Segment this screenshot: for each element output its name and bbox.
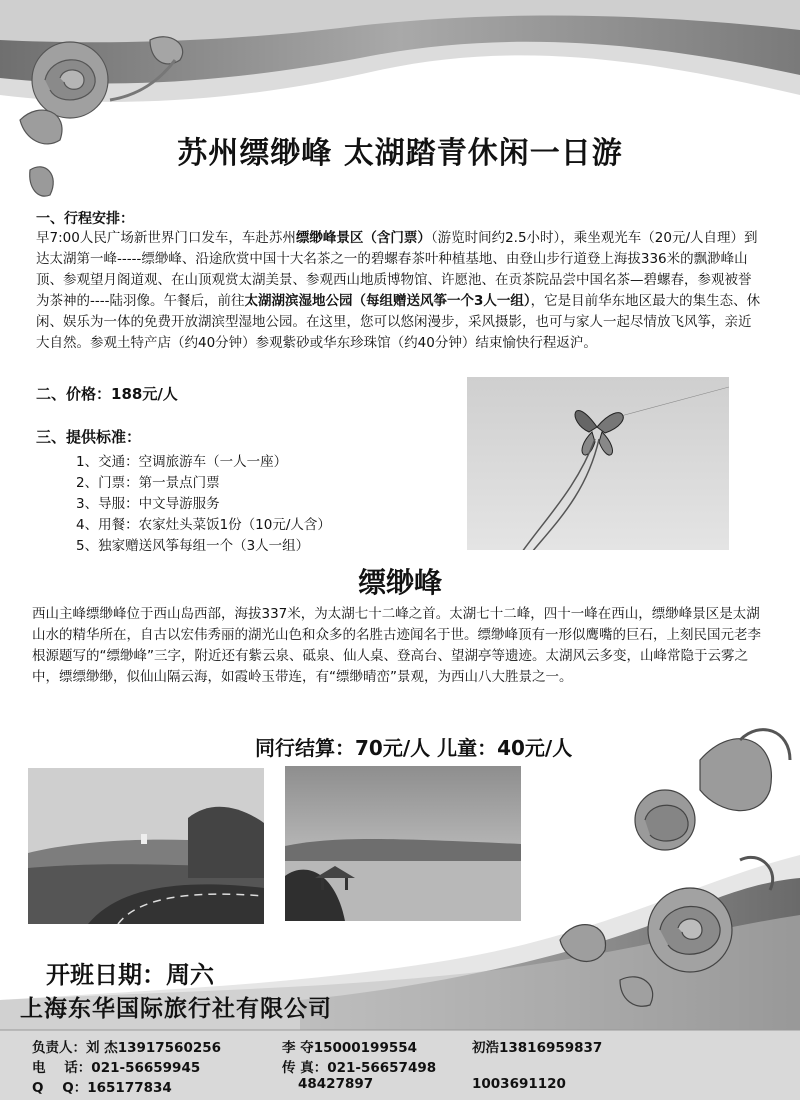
standards-heading: 三、提供标准： xyxy=(36,428,142,446)
settlement-price: 同行结算：70元/人 儿童：40元/人 xyxy=(255,736,573,760)
lake-photo xyxy=(285,766,521,921)
itinerary-part-3: ，它是目前华东地区最大的集生态、休闲、娱乐为一体的免费开放湖滨型湿地公园。在这里，您可以悠闲漫步，采风摄影，也可与家人一起尽情放飞风筝，亲近大自然。参观土特产店（约40分钟）参观紫砂或华东珍珠馆（约40分钟）结束愉快行程返沪。 xyxy=(36,293,761,351)
contact-cell: 电 话：021-56659945 xyxy=(32,1060,201,1076)
contact-cell: 初浩13816959837 xyxy=(472,1040,603,1056)
kite-photo xyxy=(467,377,729,550)
contact-cell: 传 真：021-56657498 xyxy=(282,1060,437,1076)
contact-cell: 负责人：刘 杰13917560256 xyxy=(32,1040,222,1056)
contact-cell: 48427897 xyxy=(298,1076,374,1092)
standard-item: 1、交通：空调旅游车（一人一座） xyxy=(76,454,288,470)
standards-list xyxy=(76,452,456,557)
standard-item: 2、门票：第一景点门票 xyxy=(76,475,220,491)
price-line xyxy=(36,383,178,404)
peak-heading: 缥缈峰 xyxy=(357,566,442,599)
price-heading: 二、价格： xyxy=(36,385,112,403)
company-name: 上海东华国际旅行社有限公司 xyxy=(20,996,332,1022)
itinerary-part-1: 早7:00人民广场新世界门口发车，车赴苏州 xyxy=(36,230,296,246)
contact-cell: 1003691120 xyxy=(472,1076,566,1092)
contact-cell: 李 夺15000199554 xyxy=(282,1040,418,1056)
standard-item: 5、独家赠送风筝每组一个（3人一组） xyxy=(76,538,310,554)
standard-item: 3、导服：中文导游服务 xyxy=(76,496,220,512)
price-value: 188元/人 xyxy=(111,385,178,403)
itinerary-highlight-2: 太湖湖滨湿地公园（每组赠送风筝一个3人一组） xyxy=(244,293,531,309)
itinerary-highlight-1: 缥缈峰景区（含门票） xyxy=(295,230,431,246)
page-title: 苏州缥缈峰 太湖踏青休闲一日游 xyxy=(177,136,623,171)
itinerary-part-2: （游览时间约2.5小时），乘坐观光车（20元/人自理）到达太湖第一峰-----缥缈峰、沿途欣赏中国十大名茶之一的碧螺春茶叶种植基地、由登山步行道登上海拔336米的飘渺峰山顶、参观望月阁道观、在山顶观赏太湖美景、参观西山地质博物馆、许愿池、在贡茶院品尝中国名茶—碧螺春，参观被誉为茶神的----陆羽像。午餐后，前往 xyxy=(36,230,758,309)
schedule: 开班日期：周六 xyxy=(46,961,214,989)
road-photo xyxy=(28,768,264,924)
peak-description: 西山主峰缥缈峰位于西山岛西部，海拔337米，为太湖七十二峰之首。太湖七十二峰，四十一峰在西山，缥缈峰景区是太湖山水的精华所在，自古以宏伟秀丽的湖光山色和众多的名胜古迹闻名于世。缥缈峰顶有一形似鹰嘴的巨石，上刻民国元老李根源题写的“缥缈峰”三字，附近还有紫云泉、砥泉、仙人桌、登高台、望湖亭等遗迹。太湖风云多变，山峰常隐于云雾之中，缥缥缈缈，似仙山隔云海，如霞岭玉带连，有“缥缈晴峦”景观，为西山八大胜景之一。 xyxy=(32,606,761,685)
contact-cell: Q Q：165177834 xyxy=(32,1080,172,1096)
standard-item: 4、用餐：农家灶头菜饭1份（10元/人含） xyxy=(76,517,331,533)
rose-ornament-top xyxy=(20,37,183,196)
itinerary-heading: 一、行程安排： xyxy=(36,211,134,227)
itinerary-text xyxy=(36,228,762,354)
